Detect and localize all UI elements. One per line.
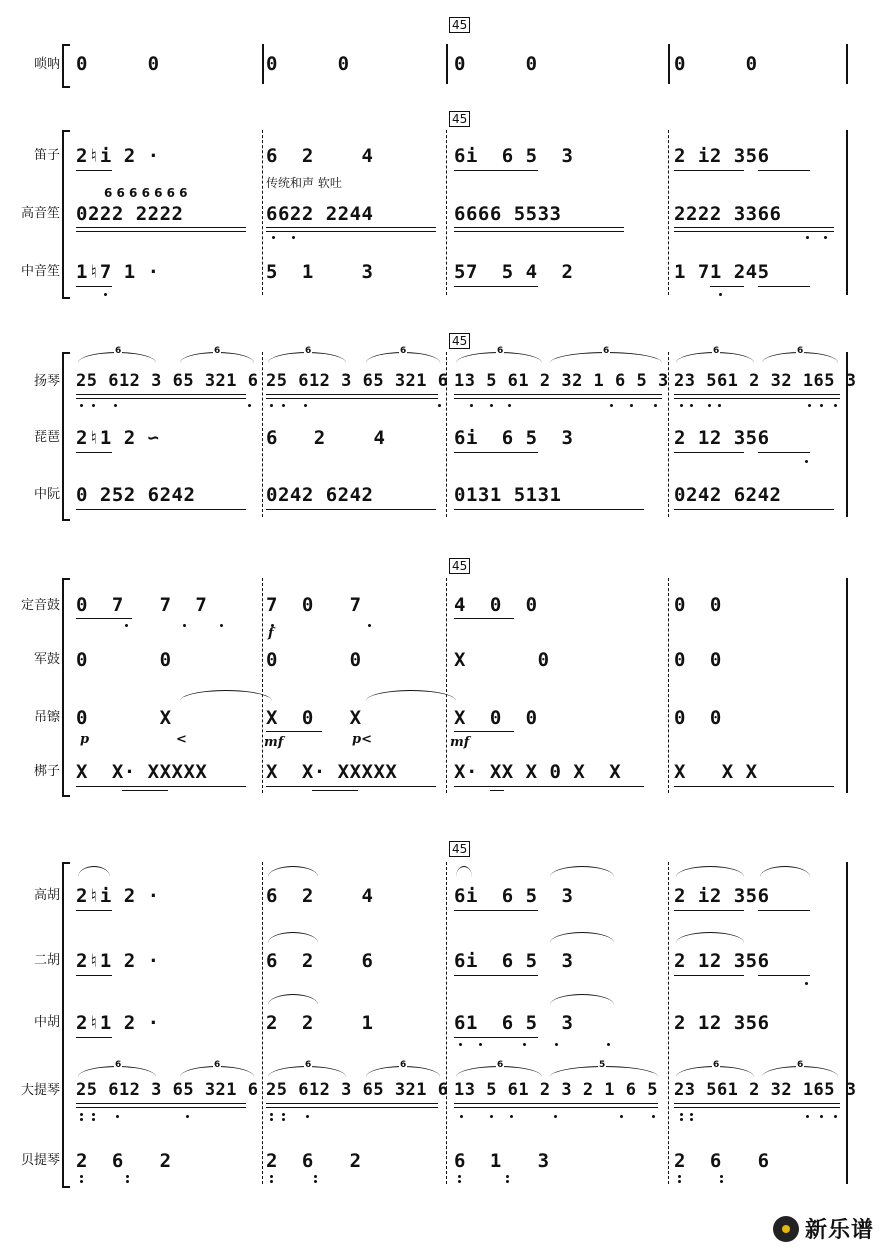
bar: 6i 6 5 3 [454,145,574,167]
dynamic-mark: p< [352,732,372,747]
part-label: 吊镲 [33,710,60,725]
chord-numbers: 6 6 6 6 6 6 6 [104,186,188,200]
beam [76,1107,246,1108]
octave-dot [314,1175,317,1178]
rehearsal-mark: 45 [449,17,470,33]
octave-dot [510,1115,513,1118]
tuplet-number: 6 [214,346,221,356]
barline [262,352,263,517]
part-label: 梆子 [33,764,60,779]
octave-dot [708,404,711,407]
octave-dot [610,404,613,407]
slur-arc [78,866,110,877]
octave-dot [80,1113,83,1116]
dynamic-mark: f [268,626,274,641]
octave-dot [805,982,808,985]
octave-dot [654,404,657,407]
beam [76,975,112,976]
tuplet-number: 6 [797,346,804,356]
bar: 2 6 2 [76,1150,172,1172]
octave-dot [506,1180,509,1183]
beam [758,170,810,171]
octave-dot [820,1115,823,1118]
beam [454,975,538,976]
bar: 0 0 [454,53,538,75]
octave-dot [80,404,83,407]
octave-dot [104,293,107,296]
bar: 2 12 356 [674,427,770,449]
octave-dot [186,1115,189,1118]
bar: 0 0 [76,53,160,75]
bar: 25 612 3 65 321 6 [266,371,449,391]
beam [674,786,834,787]
bar: 0 0 [674,53,758,75]
octave-dot [220,624,223,627]
beam [454,452,538,453]
octave-dot [820,404,823,407]
bar: X X X [674,761,758,783]
slur-arc [456,866,472,877]
beam [454,286,538,287]
bar: 2♮1 2 ∽ [76,427,160,449]
bar: 2 2 1 [266,1012,374,1034]
part-label: 中胡 [33,1015,60,1030]
octave-dot [282,1118,285,1121]
octave-dot [80,1118,83,1121]
bar: 13 5 61 2 3 2 1 6 5 [454,1080,658,1100]
octave-dot [92,1113,95,1116]
part-label: 定音鼓 [20,598,60,613]
octave-dot [282,404,285,407]
octave-dot [270,1118,273,1121]
bar: 2♮1 2 · [76,1012,160,1034]
beam [266,1107,438,1108]
rehearsal-mark: 45 [449,841,470,857]
beam [454,509,644,510]
performance-annotation: 传统和声 软吐 [266,176,342,190]
beam [758,452,810,453]
bar: 1 71 245 [674,261,770,283]
octave-dot [680,1118,683,1121]
octave-dot [690,404,693,407]
octave-dot [292,236,295,239]
bar: X X· XXXXX [266,761,398,783]
slur-arc [760,866,810,877]
tuplet-number: 6 [713,346,720,356]
octave-dot [458,1175,461,1178]
site-logo [773,1213,874,1244]
beam [266,731,322,732]
beam [674,1107,840,1108]
bar: 0242 6242 [674,484,782,506]
bar: 0 0 [674,594,722,616]
octave-dot [690,1113,693,1116]
beam [454,1037,538,1038]
octave-dot [368,624,371,627]
octave-dot [460,1115,463,1118]
octave-dot [490,404,493,407]
part-label: 大提琴 [20,1083,60,1098]
bar: 2 12 356 [674,950,770,972]
tuplet-number: 6 [797,1060,804,1070]
octave-dot [690,1118,693,1121]
barline [846,578,848,793]
beam [454,1107,658,1108]
beam [758,975,810,976]
bar: 2 i2 356 [674,145,770,167]
bar: 61 6 5 3 [454,1012,574,1034]
part-label: 笛子 [33,148,60,163]
slur-arc [268,866,318,877]
bar: 0 0 [266,649,362,671]
octave-dot [270,404,273,407]
beam [674,1103,840,1104]
brace [62,352,70,521]
octave-dot [92,404,95,407]
beam [454,910,538,911]
bar: 4 0 0 [454,594,538,616]
beam [674,452,744,453]
octave-dot [304,404,307,407]
bar: 6i 6 5 3 [454,950,574,972]
bar: 0 252 6242 [76,484,196,506]
octave-dot [116,1115,119,1118]
beam [674,231,834,232]
beam [76,398,246,399]
rehearsal-mark: 45 [449,558,470,574]
bar: 25 612 3 65 321 6 [266,1080,449,1100]
bar: 2♮1 2 · [76,950,160,972]
tuplet-number: 6 [305,1060,312,1070]
logo-text: 新乐谱 [804,1218,874,1243]
beam [674,975,744,976]
beam [674,509,834,510]
part-label: 高音笙 [20,206,60,221]
beam [266,509,436,510]
bar: 2 6 6 [674,1150,770,1172]
slur-arc [550,932,614,943]
octave-dot [470,404,473,407]
beam [312,790,358,791]
bar: 7 0 7 [266,594,362,616]
slur-arc [676,932,744,943]
octave-dot [834,1115,837,1118]
tie-arc [180,690,272,701]
bar: 2 12 356 [674,1012,770,1034]
octave-dot [678,1180,681,1183]
octave-dot [458,1180,461,1183]
beam [76,394,246,395]
octave-dot [678,1175,681,1178]
slur-arc [550,994,614,1005]
beam [76,618,132,619]
octave-dot [282,1113,285,1116]
octave-dot [114,404,117,407]
dynamic-mark: p [80,732,90,747]
rehearsal-mark: 45 [449,111,470,127]
part-label: 琵琶 [33,430,60,445]
barline [446,44,448,84]
octave-dot [806,1115,809,1118]
octave-dot [126,1175,129,1178]
part-label: 高胡 [33,888,60,903]
beam [122,790,168,791]
beam [266,786,436,787]
bar: 6666 5533 [454,203,562,225]
bar: 6i 6 5 3 [454,427,574,449]
barline [446,130,447,295]
barline [668,44,670,84]
tuplet-number: 6 [115,346,122,356]
beam [266,398,438,399]
slur-arc [268,932,318,943]
bar: 2♮i 2 · [76,885,160,907]
beam [454,1103,658,1104]
bar: 2♮i 2 · [76,145,160,167]
rehearsal-mark: 45 [449,333,470,349]
octave-dot [620,1115,623,1118]
beam [454,786,644,787]
beam [454,394,662,395]
octave-dot [607,1043,610,1046]
octave-dot [523,1043,526,1046]
bar: 6 2 4 [266,885,374,907]
tuplet-number: 6 [305,346,312,356]
tuplet-number: 5 [599,1060,606,1070]
part-label: 唢呐 [33,57,60,72]
octave-dot [554,1115,557,1118]
beam [710,286,744,287]
tuplet-number: 6 [603,346,610,356]
bar: 0 0 [266,53,350,75]
tuplet-number: 6 [115,1060,122,1070]
slur-arc [268,994,318,1005]
bar: X· XX X 0 X X [454,761,622,783]
bar: 57 5 4 2 [454,261,574,283]
bar: 2 6 2 [266,1150,362,1172]
bar: 23 561 2 32 165 3 [674,371,857,391]
bar: 0 0 [674,649,722,671]
brace [62,130,70,299]
octave-dot [808,404,811,407]
beam [266,231,436,232]
bar: X 0 [454,649,550,671]
barline [262,862,263,1184]
beam [76,786,246,787]
beam [490,790,504,791]
octave-dot [92,1118,95,1121]
bar: 2222 3366 [674,203,782,225]
octave-dot [719,293,722,296]
barline [262,130,263,295]
bar: 6622 2244 [266,203,374,225]
vinyl-record-icon [773,1216,799,1242]
barline [846,862,848,1184]
octave-dot [270,1180,273,1183]
beam [266,394,438,395]
dynamic-mark: mf [450,735,470,750]
part-label: 贝提琴 [20,1153,60,1168]
bar: 6 2 6 [266,950,374,972]
octave-dot [720,1175,723,1178]
tuplet-number: 6 [400,346,407,356]
bar: 0222 2222 [76,203,184,225]
part-label: 中阮 [33,487,60,502]
octave-dot [183,624,186,627]
bar: X X· XXXXX [76,761,208,783]
octave-dot [306,1115,309,1118]
beam [454,618,514,619]
bar: 0 0 [674,707,722,729]
barline [262,44,264,84]
octave-dot [272,236,275,239]
beam [454,731,514,732]
octave-dot [125,624,128,627]
octave-dot [824,236,827,239]
beam [674,398,840,399]
beam [76,231,246,232]
octave-dot [270,1175,273,1178]
bar: 6 2 4 [266,145,374,167]
tuplet-number: 6 [400,1060,407,1070]
octave-dot [680,404,683,407]
octave-dot [126,1180,129,1183]
octave-dot [508,404,511,407]
octave-dot [314,1180,317,1183]
beam [76,1037,112,1038]
bar: 6i 6 5 3 [454,885,574,907]
octave-dot [555,1043,558,1046]
bar: 2 i2 356 [674,885,770,907]
part-label: 军鼓 [33,652,60,667]
beam [76,286,112,287]
beam [674,394,840,395]
octave-dot [459,1043,462,1046]
beam [76,452,112,453]
beam [454,227,624,228]
octave-dot [490,1115,493,1118]
bar: 6 2 4 [266,427,386,449]
beam [76,509,246,510]
beam [758,910,810,911]
beam [266,1103,438,1104]
barline [668,578,669,793]
part-label: 二胡 [33,953,60,968]
beam [76,227,246,228]
octave-dot [718,404,721,407]
octave-dot [80,1180,83,1183]
barline [846,44,848,84]
octave-dot [720,1180,723,1183]
bar: X 0 X [266,707,362,729]
octave-dot [80,1175,83,1178]
barline [668,130,669,295]
bar: 0 X [76,707,172,729]
barline [668,862,669,1184]
beam [454,231,624,232]
octave-dot [270,1113,273,1116]
beam [76,170,112,171]
barline [262,578,263,793]
bar: 0242 6242 [266,484,374,506]
brace [62,578,70,797]
octave-dot [806,236,809,239]
bar: 0 0 [76,649,172,671]
bar: X 0 0 [454,707,538,729]
tuplet-number: 6 [497,1060,504,1070]
bar: 0 7 7 7 [76,594,208,616]
beam [674,227,834,228]
octave-dot [680,1113,683,1116]
octave-dot [834,404,837,407]
part-label: 中音笙 [20,264,60,279]
beam [76,910,112,911]
bar: 25 612 3 65 321 6 [76,371,259,391]
beam [76,1103,246,1104]
octave-dot [506,1175,509,1178]
brace [62,862,70,1188]
bar: 6 1 3 [454,1150,550,1172]
barline [446,578,447,793]
slur-arc [550,866,614,877]
bar: 23 561 2 32 165 3 [674,1080,857,1100]
bar: 13 5 61 2 32 1 6 5 3 [454,371,669,391]
bar: 0131 5131 [454,484,562,506]
bar: 25 612 3 65 321 6 [76,1080,259,1100]
barline [446,862,447,1184]
tie-arc [366,690,456,701]
beam [674,170,744,171]
part-label: 扬琴 [33,374,60,389]
octave-dot [630,404,633,407]
beam [266,227,436,228]
tuplet-number: 6 [713,1060,720,1070]
slur-arc [676,866,744,877]
beam [454,398,662,399]
octave-dot [652,1115,655,1118]
beam [758,286,810,287]
octave-dot [438,404,441,407]
beam [454,170,538,171]
brace [62,44,70,88]
beam [674,910,744,911]
octave-dot [479,1043,482,1046]
bar: 1♮7 1 · [76,261,160,283]
barline [846,130,848,295]
octave-dot [248,404,251,407]
octave-dot [805,460,808,463]
bar: 5 1 3 [266,261,374,283]
tuplet-number: 6 [497,346,504,356]
tuplet-number: 6 [214,1060,221,1070]
dynamic-mark: mf [264,735,284,750]
dynamic-mark: < [176,732,187,747]
